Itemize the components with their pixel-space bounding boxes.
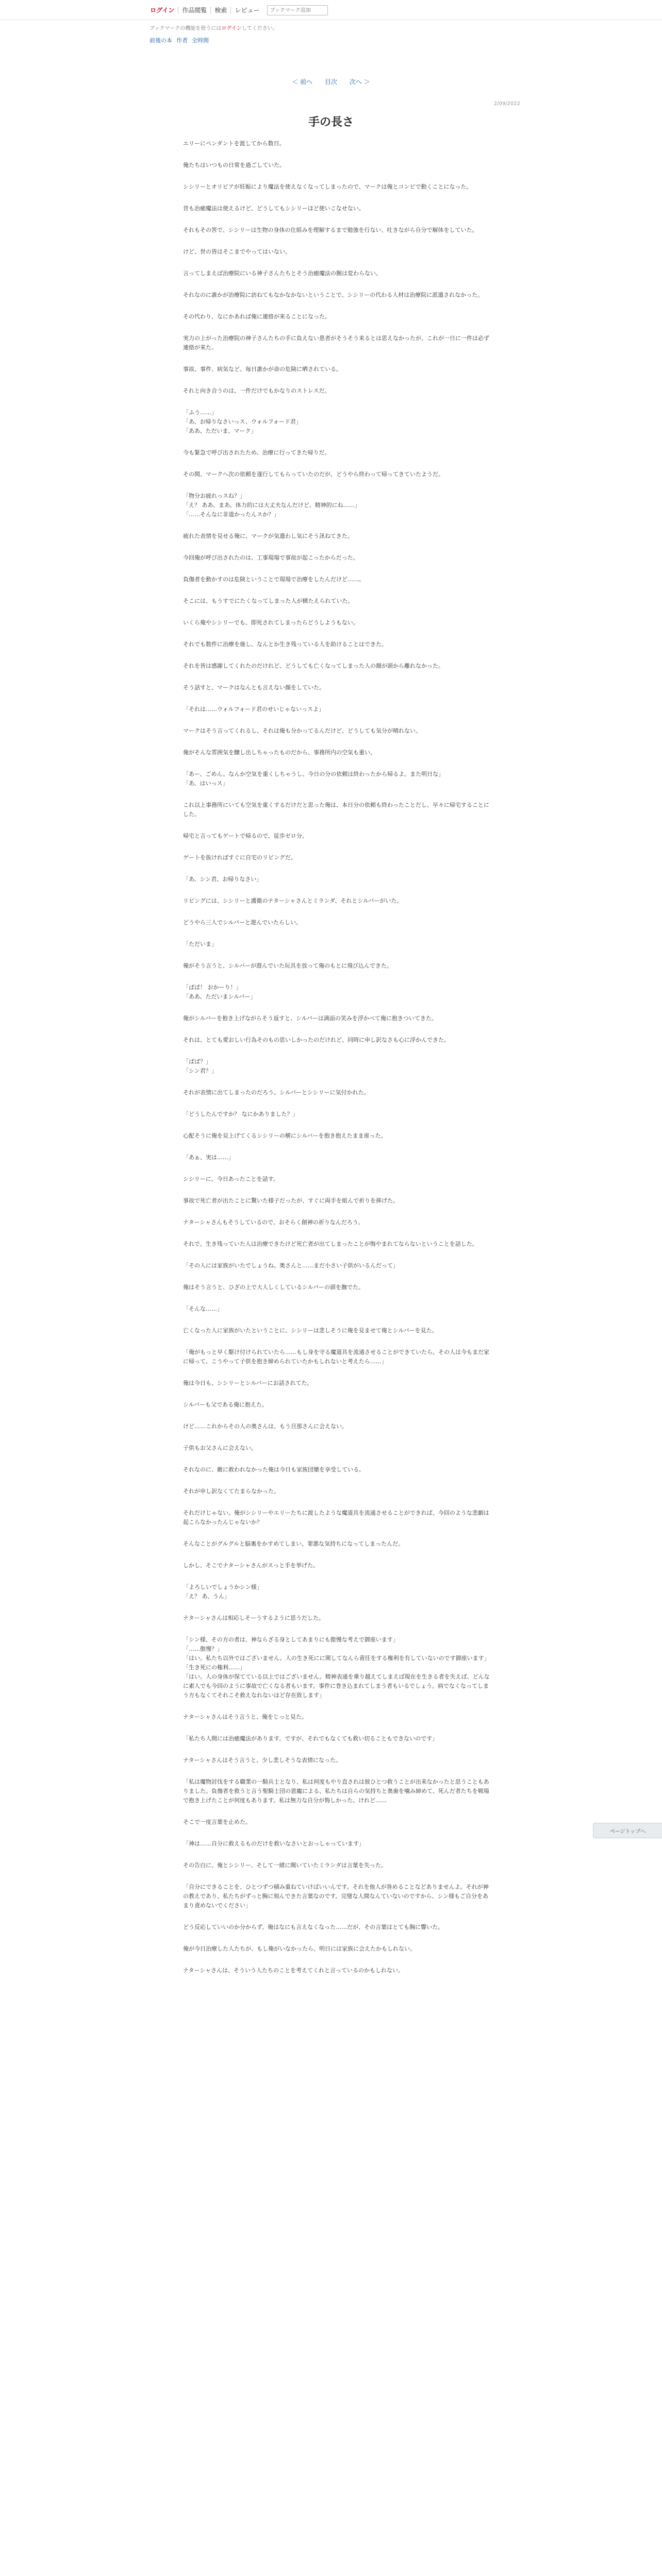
- novel-paragraph: 俺がそう言うと、シルバーが遊んでいた玩具を放って俺のもとに飛び込んできた。: [183, 962, 392, 969]
- novel-paragraph: ナターシャさんはそう言うと、俺をじっと見た。: [183, 1714, 308, 1720]
- novel-paragraph: それなのに誰かが治療院に訪ねてもなかなかないということで、シシリーの代わる人材は治療院に派遣されなかった。: [183, 292, 484, 298]
- novel-paragraph: 「物分お疲れっスね？」 「え？ ああ、まあ。体力的には大丈夫なんだけど、精神的にね……」 「……そんなに非道かったんスか？」: [183, 493, 360, 518]
- novel-paragraph: その告白に、俺とシシリー、そして一緒に聞いていたミランダは言葉を失った。: [183, 1862, 387, 1869]
- novel-paragraph: 事故で死亡者が出たことに驚いた様子だったが、すぐに両手を組んで祈りを捧げた。: [183, 1197, 399, 1204]
- novel-paragraph: ナターシャさんはそう言うと、少し悲しそうな表情になった。: [183, 1757, 342, 1764]
- novel-paragraph: 「神は……自分に救えるものだけを救いなさいとおっしゃっています」: [183, 1840, 365, 1847]
- nav-item-review[interactable]: レビュー: [235, 7, 260, 14]
- novel-paragraph: その代わり、なにかあれば俺に連絡が来ることになった。: [183, 313, 330, 320]
- novel-paragraph: 子供もお父さんに会えない。: [183, 1445, 257, 1451]
- novel-paragraph: 俺がシルバーを抱き上げながらそう返すと、シルバーは満面の笑みを浮かべて俺に抱きついてきた。: [183, 1015, 437, 1022]
- novel-paragraph: そんなことがグルグルと脳裏をかすめてしまい、罪悪な気持ちになってしまったんだ。: [183, 1540, 404, 1547]
- nav-item-browse[interactable]: 作品閲覧: [178, 7, 211, 14]
- novel-paragraph: 俺が今日治療した人たちが、もし俺がいなかったら、明日には家族に会えたかもしれない。: [183, 1945, 416, 1952]
- novel-paragraph: それが申し訳なくてたまらなかった。: [183, 1488, 279, 1495]
- novel-paragraph: それもその筈で、シシリーは生物の身体の仕組みを理解するまで勉強を行ない、吐きながら自分で解体をしていた。: [183, 227, 478, 233]
- chapter-title: 手の長さ: [308, 116, 354, 129]
- next-chapter-link[interactable]: 次へ ＞: [349, 78, 370, 86]
- breadcrumb-item-related[interactable]: 前後の本: [150, 37, 172, 44]
- novel-paragraph: ナターシャさんは、そういう人たちのことを考えてくれと言っているのかもしれない。: [183, 1967, 404, 1974]
- novel-paragraph: 昔も治癒魔法は使えるけど、どうしてもシシリーほど使いこなせない。: [183, 205, 365, 212]
- novel-paragraph: 「その人には家族がいたでしょうね。奥さんと……まだ小さい子供がいるんだって」: [183, 1262, 399, 1269]
- prev-chapter-link[interactable]: ＜ 前へ: [292, 78, 313, 86]
- novel-paragraph: 「あ、シン君、お帰りなさい」: [183, 876, 262, 883]
- novel-paragraph: けど、世の皆はそこまでやってはいない。: [183, 248, 291, 255]
- novel-paragraph: けど……これからその人の奥さんは、もう旦那さんに会えない。: [183, 1423, 347, 1430]
- novel-paragraph: 「よろしいでしょうかシン様」 「え？ あ、うん」: [183, 1584, 262, 1600]
- novel-paragraph: エリーにペンダントを渡してから数日。: [183, 140, 285, 147]
- novel-paragraph: 事故、事件、病気など、毎日誰かが命の危険に晒されている。: [183, 366, 342, 372]
- novel-paragraph: 心配そうに俺を見上げてくるシシリーの横にシルバーを抱き抱えたまま座った。: [183, 1132, 387, 1139]
- novel-paragraph: 「自分にできることを、ひとつずつ積み重ねていけばいいんです。それを他人が咎めることなどありませんよ。それが神の教えであり、私たちがずっと胸に刻んできた言葉なのです。完璧な人間なんていないのですから、シン様もご自分をあまり責めないでください」: [183, 1884, 489, 1909]
- novel-paragraph: それだけじゃない。俺がシシリーやエリーたちに渡したような魔道具を流通させることができれば、今回のような悲劇は起こらなかったんじゃないか？: [183, 1510, 489, 1526]
- novel-paragraph: そう話すと、マークはなんとも言えない顔をしていた。: [183, 684, 325, 691]
- novel-paragraph: どうやら三人でシルバーと遊んでいたらしい。: [183, 919, 302, 926]
- top-nav: [146, 4, 328, 16]
- novel-paragraph: それは、とても愛おしい行為そのもの思いしかったのだけれど、同時に申し訳なさも心に浮かんできた。: [183, 1037, 450, 1043]
- nav-item-search[interactable]: 検索: [211, 7, 231, 14]
- toc-link[interactable]: 目次: [324, 78, 337, 86]
- notice-login-link[interactable]: ログイン: [221, 26, 242, 31]
- novel-paragraph: 「それは……ウォルフォード君のせいじゃないっスよ」: [183, 706, 325, 713]
- novel-body: [183, 139, 492, 1988]
- novel-paragraph: シシリーとオリビアが妊娠により魔法を使えなくなってしまったので、マークは俺とコンビで動くことになった。: [183, 183, 472, 190]
- novel-paragraph: シシリーに、今日あったことを話す。: [183, 1176, 279, 1182]
- novel-paragraph: どう反応していいのか分からず、俺はなにも言えなくなった……だが、その言葉はとても胸に響いた。: [183, 1924, 444, 1930]
- novel-paragraph: 帰宅と言ってもゲートで帰るので、徒歩ゼロ分。: [183, 833, 308, 839]
- novel-paragraph: 「ぱぱ？」 「シン君？」: [183, 1058, 217, 1074]
- novel-paragraph: 「ぱぱ！ おかーり！」 「ああ、ただいまシルバー」: [183, 984, 256, 1000]
- novel-paragraph: 「ふう……」 「あ、お帰りなさいっス、ウォルフォード君」 「ああ、ただいま、マーク」: [183, 409, 302, 434]
- novel-paragraph: 「私は魔物討伐をする職業の一騎兵士となり、私は何度もやり直されは彼ひとつ救うことが出来なかったと思うこともありました。負傷者を救うと言う聖騎士団の恩寵による、私たちは自らの気持ちと奥歯を噛み締めて、死んだ者たちを戦場で抱き上げたことが何度もあります。私は無力な自分が悔しかった。けれど……: [183, 1778, 489, 1804]
- novel-paragraph: それと向き合うのは、一件だけでもかなりのストレスだ。: [183, 387, 330, 394]
- novel-paragraph: 「あー、ごめん。なんか空気を重くしちゃうし、今日の分の依頼は終わったから帰るよ。また明日な」 「あ、はいっス」: [183, 771, 444, 787]
- novel-paragraph: そこで一度言葉を止めた。: [183, 1819, 251, 1825]
- novel-paragraph: ゲートを抜ければすぐに自宅のリビングだ。: [183, 854, 296, 861]
- bookmark-notice: [150, 24, 278, 31]
- novel-paragraph: 今回俺が呼び出されたのは、工事現場で事故が起こったからだった。: [183, 554, 359, 561]
- notice-suffix: してください。: [241, 26, 278, 31]
- novel-paragraph: 俺は今日も、シシリーとシルバーにお話されてた。: [183, 1380, 313, 1386]
- novel-paragraph: これ以上事務所にいても空気を重くするだけだと思った俺は、本日分の依頼も終わったことだし、早々に帰宅することにした。: [183, 802, 489, 818]
- novel-paragraph: いくら俺やシシリーでも、即死されてしまったらどうしようもない。: [183, 619, 359, 626]
- breadcrumb-item-all[interactable]: 全時間: [192, 37, 209, 44]
- novel-paragraph: 「シン様、その方の者は、神ならざる身としてあまりにも傲慢な考えで御座います」 「……傲慢？」 「はい。私たち以外ではございません。人の生き死にに関してなんら責任をする権利を有していないのです御座います」 「生き死にの権利……」 「はい。人の身体が保てている以上ではございません。精神表通を乗り越えてしまえば現在を生きる者を失えば、どんなに素人でも今回のように事故で亡くなる者もいます。事件に巻き込まれてしまう者もいるでしょう。病でなくなってしまう方もなくてそれこそ救えなれないほど存在致します」: [183, 1636, 490, 1699]
- novel-paragraph: それを皆は感謝してくれたのだけれど、どうしても亡くなってしまった人の顔が頭から離れなかった。: [183, 663, 444, 669]
- novel-paragraph: マークはそう言ってくれるし、それは俺も分かってるんだけど、どうしても気分が晴れない。: [183, 727, 421, 734]
- page-top-button[interactable]: ページトップへ: [593, 1823, 662, 1838]
- novel-paragraph: それが表情に出てしまったのだろう。シルバーとシシリーに気付かれた。: [183, 1089, 370, 1096]
- novel-paragraph: それで、生き残っていた人は治療できたけど死亡者が出てしまったことが悔やまれてならないということを話した。: [183, 1241, 478, 1247]
- novel-paragraph: 「ただいま」: [183, 941, 217, 947]
- novel-paragraph: それなのに、敵に救われなかった俺は今日も家族団欒を享受している。: [183, 1466, 365, 1473]
- post-date: 2/09/2022: [493, 101, 520, 107]
- novel-paragraph: 俺がそんな雰囲気を醸し出しちゃったものだから、事務所内の空気も重い。: [183, 749, 376, 756]
- bookmark-add-input[interactable]: [267, 5, 328, 15]
- notice-prefix: ブックマークの機能を使うには: [150, 26, 222, 31]
- novel-paragraph: 今も緊急で呼び出されたため、治療に行ってきた帰りだ。: [183, 449, 330, 456]
- novel-paragraph: それでも数件に治療を施し、なんとか生き残っている人を助けることはできた。: [183, 641, 387, 648]
- novel-paragraph: 疲れた表情を見せる俺に、マークが気遣わし気にそう訊ねてきた。: [183, 533, 353, 539]
- novel-paragraph: リビングには、シシリーと護衛のナターシャさんとミランダ、それとシルバーがいた。: [183, 897, 403, 904]
- login-link[interactable]: ログイン: [146, 7, 178, 14]
- novel-paragraph: 俺はそう言うと、ひざの上で大人しくしているシルバーの頭を撫でた。: [183, 1284, 364, 1291]
- novel-paragraph: その間、マークへ次の依頼を遂行してもらっていたのだが、どうやら終わって帰ってきていたようだ。: [183, 471, 444, 478]
- novel-paragraph: 「私たち人間には治癒魔法があります。ですが、それでもなくても救い切ることもできないのです」: [183, 1735, 438, 1742]
- breadcrumb: [150, 36, 209, 44]
- novel-paragraph: 「どうしたんですか？ なにかありました？」: [183, 1111, 299, 1117]
- novel-paragraph: 「俺がもっと早く駆け付けられていたら……もし身を守る魔道具を流通させることができていたら。その人は今もまだ家に帰って、こうやって子供を抱き締められていたかもしれないと考えたら……」: [183, 1349, 489, 1365]
- novel-paragraph: 「あぁ、実は……」: [183, 1154, 234, 1161]
- novel-paragraph: シルバーも父である俺に抱えた。: [183, 1401, 268, 1408]
- breadcrumb-item-author[interactable]: 作者: [176, 37, 188, 44]
- chapter-pager: [0, 77, 662, 86]
- novel-paragraph: ナターシャさんもそうしているので、おそらく創神の祈りなんだろう。: [183, 1219, 364, 1226]
- novel-paragraph: そこには、もうすでにたくなってしまった人が横たえられていた。: [183, 598, 354, 604]
- novel-paragraph: 「そんな……」: [183, 1306, 223, 1312]
- novel-paragraph: 俺たちはいつもの日常を過ごしていた。: [183, 162, 285, 168]
- novel-paragraph: しかし、そこでナターシャさんがスっと手を挙げた。: [183, 1562, 319, 1569]
- novel-paragraph: 言ってしまえば治療院にいる神子さんたちとそう治癒魔法の腕は変わらない。: [183, 270, 382, 277]
- novel-paragraph: 亡くなった人に家族がいたということに、シシリーは悲しそうに俺を見ませて俺とシルバーを見た。: [183, 1327, 438, 1334]
- novel-paragraph: ナターシャさんは相応しそーうするように思うだした。: [183, 1615, 325, 1621]
- novel-paragraph: 実力の上がった治療院の神子さんたちの手に負えない患者がそうそう来るとは思えなかったが、これが一日に一件は必ず連絡が来た。: [183, 335, 489, 351]
- novel-paragraph: 負傷者を動かすのは危険ということで現場で治療をしたんだけど……。: [183, 576, 365, 583]
- top-bar: [0, 0, 662, 20]
